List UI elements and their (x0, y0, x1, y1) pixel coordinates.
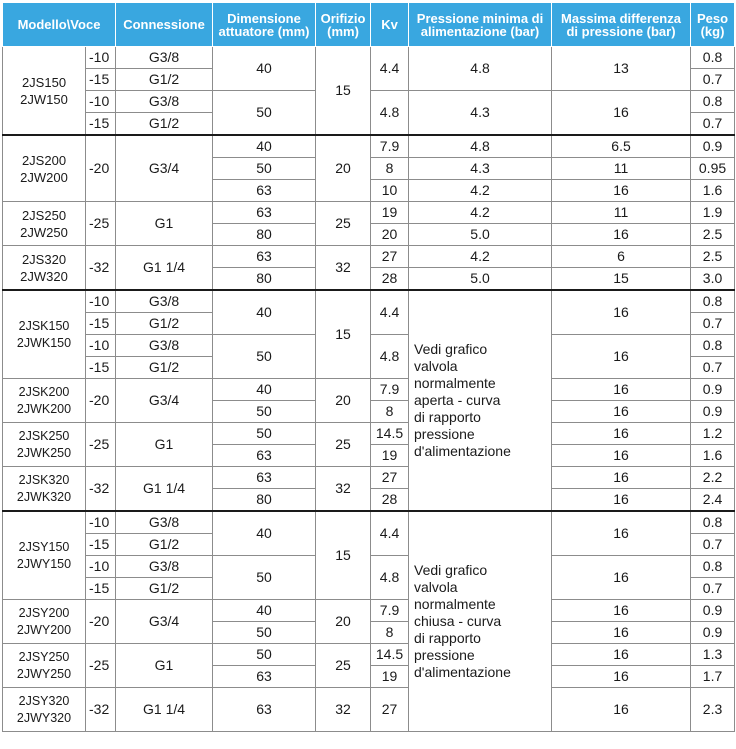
orifice-cell: 15 (316, 511, 371, 600)
model-cell: 2JSK250 2JWK250 (3, 423, 86, 467)
header-connection: Connessione (116, 3, 213, 47)
min-pressure-cell: 5.0 (409, 268, 552, 291)
actuator-cell: 50 (213, 158, 316, 180)
orifice-cell: 32 (316, 688, 371, 732)
kv-cell: 4.8 (371, 556, 409, 600)
max-diff-cell: 16 (552, 290, 691, 335)
min-pressure-cell: 4.8 (409, 47, 552, 91)
weight-cell: 0.8 (691, 290, 735, 313)
max-diff-cell: 6 (552, 246, 691, 268)
orifice-cell: 32 (316, 246, 371, 291)
max-diff-cell: 16 (552, 688, 691, 732)
note-cell: Vedi grafico valvola normalmente aperta - curva di rapporto pressione d'alimentazione (409, 290, 552, 511)
max-diff-cell: 16 (552, 401, 691, 423)
table-row (3, 246, 735, 268)
kv-cell: 28 (371, 489, 409, 512)
variant-cell: -20 (86, 600, 116, 644)
actuator-cell: 40 (213, 135, 316, 158)
max-diff-cell: 13 (552, 47, 691, 91)
kv-cell: 4.8 (371, 91, 409, 136)
kv-cell: 7.9 (371, 600, 409, 622)
max-diff-cell: 16 (552, 644, 691, 666)
header-orifice: Orifizio (mm) (316, 3, 371, 47)
weight-cell: 0.8 (691, 91, 735, 113)
model-cell: 2JSK320 2JWK320 (3, 467, 86, 512)
actuator-cell: 63 (213, 180, 316, 202)
header-row (3, 3, 735, 47)
variant-cell: -15 (86, 578, 116, 600)
kv-cell: 7.9 (371, 379, 409, 401)
table-row (3, 47, 735, 69)
table-row (3, 290, 735, 313)
weight-cell: 0.8 (691, 511, 735, 534)
connection-cell: G1/2 (116, 357, 213, 379)
orifice-cell: 20 (316, 135, 371, 202)
variant-cell: -20 (86, 135, 116, 202)
weight-cell: 1.3 (691, 644, 735, 666)
connection-cell: G1 1/4 (116, 467, 213, 512)
max-diff-cell: 6.5 (552, 135, 691, 158)
weight-cell: 1.6 (691, 445, 735, 467)
weight-cell: 1.2 (691, 423, 735, 445)
variant-cell: -32 (86, 246, 116, 291)
model-cell: 2JS250 2JW250 (3, 202, 86, 246)
table-row (3, 135, 735, 158)
header-actuator: Dimensione attuatore (mm) (213, 3, 316, 47)
kv-cell: 19 (371, 202, 409, 224)
connection-cell: G3/8 (116, 335, 213, 357)
orifice-cell: 25 (316, 644, 371, 688)
connection-cell: G1 1/4 (116, 688, 213, 732)
model-cell: 2JSK150 2JWK150 (3, 290, 86, 379)
weight-cell: 0.7 (691, 113, 735, 136)
weight-cell: 2.3 (691, 688, 735, 732)
table-row (3, 202, 735, 224)
kv-cell: 4.4 (371, 47, 409, 91)
weight-cell: 0.8 (691, 47, 735, 69)
min-pressure-cell: 4.2 (409, 246, 552, 268)
connection-cell: G1 (116, 423, 213, 467)
weight-cell: 2.5 (691, 246, 735, 268)
header-model: Modello\Voce (3, 3, 116, 47)
weight-cell: 3.0 (691, 268, 735, 291)
table-row (3, 423, 735, 445)
connection-cell: G1/2 (116, 534, 213, 556)
variant-cell: -10 (86, 556, 116, 578)
actuator-cell: 63 (213, 666, 316, 688)
connection-cell: G3/4 (116, 135, 213, 202)
table-row (3, 379, 735, 401)
min-pressure-cell: 4.3 (409, 91, 552, 136)
actuator-cell: 40 (213, 47, 316, 91)
variant-cell: -32 (86, 467, 116, 512)
max-diff-cell: 11 (552, 158, 691, 180)
connection-cell: G3/8 (116, 511, 213, 534)
max-diff-cell: 16 (552, 379, 691, 401)
model-cell: 2JSY320 2JWY320 (3, 688, 86, 732)
min-pressure-cell: 4.2 (409, 202, 552, 224)
variant-cell: -15 (86, 69, 116, 91)
kv-cell: 10 (371, 180, 409, 202)
actuator-cell: 50 (213, 556, 316, 600)
max-diff-cell: 16 (552, 467, 691, 489)
header-weight: Peso (kg) (691, 3, 735, 47)
min-pressure-cell: 5.0 (409, 224, 552, 246)
model-cell: 2JSK200 2JWK200 (3, 379, 86, 423)
actuator-cell: 63 (213, 445, 316, 467)
weight-cell: 1.7 (691, 666, 735, 688)
weight-cell: 0.9 (691, 622, 735, 644)
kv-cell: 8 (371, 401, 409, 423)
kv-cell: 4.4 (371, 290, 409, 335)
weight-cell: 1.6 (691, 180, 735, 202)
spec-table-container (2, 2, 734, 732)
connection-cell: G3/8 (116, 47, 213, 69)
connection-cell: G1 1/4 (116, 246, 213, 291)
max-diff-cell: 16 (552, 556, 691, 600)
weight-cell: 0.7 (691, 313, 735, 335)
max-diff-cell: 16 (552, 180, 691, 202)
orifice-cell: 15 (316, 290, 371, 379)
model-cell: 2JSY200 2JWY200 (3, 600, 86, 644)
kv-cell: 20 (371, 224, 409, 246)
max-diff-cell: 16 (552, 600, 691, 622)
weight-cell: 0.9 (691, 135, 735, 158)
variant-cell: -15 (86, 313, 116, 335)
max-diff-cell: 16 (552, 489, 691, 512)
actuator-cell: 63 (213, 467, 316, 489)
connection-cell: G3/4 (116, 379, 213, 423)
connection-cell: G1/2 (116, 578, 213, 600)
connection-cell: G1/2 (116, 313, 213, 335)
actuator-cell: 63 (213, 688, 316, 732)
max-diff-cell: 16 (552, 335, 691, 379)
weight-cell: 0.7 (691, 69, 735, 91)
table-row (3, 600, 735, 622)
kv-cell: 19 (371, 445, 409, 467)
variant-cell: -15 (86, 357, 116, 379)
weight-cell: 0.9 (691, 379, 735, 401)
max-diff-cell: 16 (552, 511, 691, 556)
max-diff-cell: 15 (552, 268, 691, 291)
actuator-cell: 50 (213, 91, 316, 136)
connection-cell: G1/2 (116, 113, 213, 136)
actuator-cell: 50 (213, 423, 316, 445)
variant-cell: -25 (86, 644, 116, 688)
orifice-cell: 32 (316, 467, 371, 512)
max-diff-cell: 16 (552, 91, 691, 136)
variant-cell: -25 (86, 202, 116, 246)
actuator-cell: 80 (213, 489, 316, 512)
min-pressure-cell: 4.2 (409, 180, 552, 202)
kv-cell: 4.4 (371, 511, 409, 556)
model-cell: 2JS200 2JW200 (3, 135, 86, 202)
kv-cell: 4.8 (371, 335, 409, 379)
actuator-cell: 50 (213, 644, 316, 666)
orifice-cell: 25 (316, 423, 371, 467)
table-row (3, 511, 735, 534)
table-row (3, 644, 735, 666)
connection-cell: G3/8 (116, 290, 213, 313)
weight-cell: 0.9 (691, 401, 735, 423)
max-diff-cell: 16 (552, 224, 691, 246)
actuator-cell: 40 (213, 290, 316, 335)
kv-cell: 14.5 (371, 644, 409, 666)
orifice-cell: 25 (316, 202, 371, 246)
header-kv: Kv (371, 3, 409, 47)
kv-cell: 27 (371, 246, 409, 268)
kv-cell: 7.9 (371, 135, 409, 158)
orifice-cell: 20 (316, 600, 371, 644)
connection-cell: G3/8 (116, 91, 213, 113)
variant-cell: -32 (86, 688, 116, 732)
header-min-pressure: Pressione minima di alimentazione (bar) (409, 3, 552, 47)
actuator-cell: 80 (213, 224, 316, 246)
variant-cell: -15 (86, 534, 116, 556)
actuator-cell: 50 (213, 622, 316, 644)
actuator-cell: 40 (213, 511, 316, 556)
max-diff-cell: 16 (552, 666, 691, 688)
actuator-cell: 63 (213, 246, 316, 268)
weight-cell: 0.7 (691, 357, 735, 379)
variant-cell: -10 (86, 91, 116, 113)
variant-cell: -10 (86, 47, 116, 69)
connection-cell: G1 (116, 202, 213, 246)
kv-cell: 19 (371, 666, 409, 688)
weight-cell: 0.9 (691, 600, 735, 622)
actuator-cell: 40 (213, 379, 316, 401)
table-row (3, 467, 735, 489)
min-pressure-cell: 4.3 (409, 158, 552, 180)
variant-cell: -10 (86, 335, 116, 357)
connection-cell: G1/2 (116, 69, 213, 91)
actuator-cell: 50 (213, 401, 316, 423)
note-cell: Vedi grafico valvola normalmente chiusa - curva di rapporto pressione d'alimentazione (409, 511, 552, 732)
actuator-cell: 80 (213, 268, 316, 291)
connection-cell: G1 (116, 644, 213, 688)
kv-cell: 28 (371, 268, 409, 291)
valve-spec-table (2, 2, 735, 732)
connection-cell: G3/4 (116, 600, 213, 644)
model-cell: 2JSY150 2JWY150 (3, 511, 86, 600)
weight-cell: 1.9 (691, 202, 735, 224)
weight-cell: 0.8 (691, 556, 735, 578)
actuator-cell: 50 (213, 335, 316, 379)
max-diff-cell: 11 (552, 202, 691, 224)
weight-cell: 0.7 (691, 578, 735, 600)
variant-cell: -25 (86, 423, 116, 467)
kv-cell: 8 (371, 622, 409, 644)
table-row (3, 688, 735, 732)
variant-cell: -10 (86, 511, 116, 534)
variant-cell: -20 (86, 379, 116, 423)
model-cell: 2JS320 2JW320 (3, 246, 86, 291)
weight-cell: 2.5 (691, 224, 735, 246)
actuator-cell: 40 (213, 600, 316, 622)
weight-cell: 0.7 (691, 534, 735, 556)
model-cell: 2JS150 2JW150 (3, 47, 86, 136)
weight-cell: 0.8 (691, 335, 735, 357)
variant-cell: -10 (86, 290, 116, 313)
weight-cell: 2.4 (691, 489, 735, 512)
kv-cell: 8 (371, 158, 409, 180)
min-pressure-cell: 4.8 (409, 135, 552, 158)
variant-cell: -15 (86, 113, 116, 136)
model-cell: 2JSY250 2JWY250 (3, 644, 86, 688)
kv-cell: 27 (371, 688, 409, 732)
max-diff-cell: 16 (552, 445, 691, 467)
connection-cell: G3/8 (116, 556, 213, 578)
orifice-cell: 15 (316, 47, 371, 136)
orifice-cell: 20 (316, 379, 371, 423)
kv-cell: 14.5 (371, 423, 409, 445)
header-max-diff: Massima differenza di pressione (bar) (552, 3, 691, 47)
weight-cell: 0.95 (691, 158, 735, 180)
kv-cell: 27 (371, 467, 409, 489)
max-diff-cell: 16 (552, 622, 691, 644)
weight-cell: 2.2 (691, 467, 735, 489)
actuator-cell: 63 (213, 202, 316, 224)
max-diff-cell: 16 (552, 423, 691, 445)
